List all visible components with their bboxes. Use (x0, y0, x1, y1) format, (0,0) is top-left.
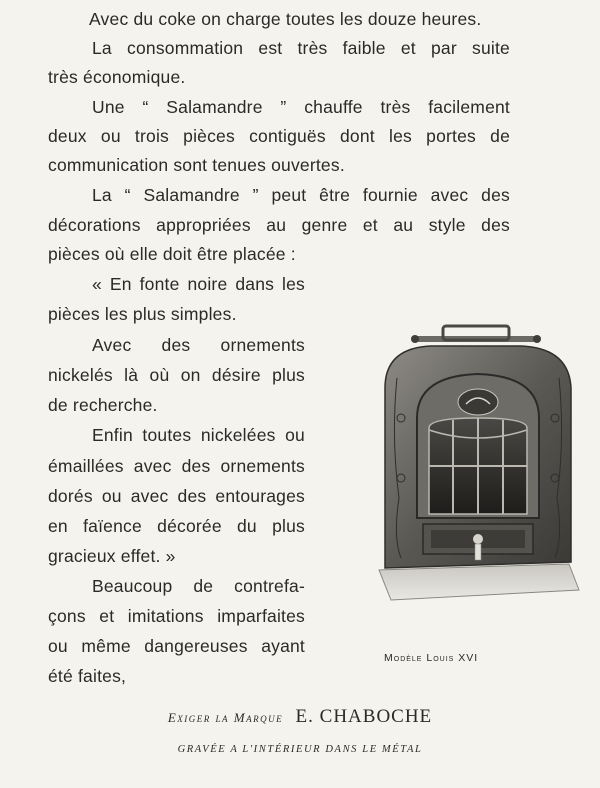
text-line: Beaucoup de contrefa- (92, 576, 305, 596)
text-line: décorations appropriées au genre et au style des (48, 215, 510, 235)
text-line: Une “ Salamandre ” chauffe très facilement (92, 97, 510, 117)
top-rail (411, 326, 541, 343)
medallion (458, 389, 498, 415)
text-line: émaillées avec des ornements (48, 456, 305, 476)
text-line: en faïence décorée du plus (48, 516, 305, 536)
text-line: çons et imitations imparfaites (48, 606, 305, 626)
stove-illustration (371, 318, 581, 610)
text-line: Avec du coke on charge toutes les douze heures. (89, 9, 482, 29)
brand-prefix: Exiger la Marque (167, 710, 284, 725)
brand-name: E. CHABOCHE (295, 706, 433, 727)
text-line: deux ou trois pièces contiguës dont les portes de (48, 126, 510, 146)
text-line: très économique. (48, 67, 186, 87)
window-panes (429, 418, 527, 514)
text-line: « En fonte noire dans les (92, 274, 305, 294)
brand-subline: GRAVÉE A L'INTÉRIEUR DANS LE MÉTAL (177, 744, 423, 755)
text-line: dorés ou avec des entourages (48, 486, 305, 506)
ash-drawer (423, 524, 533, 560)
text-line: communication sont tenues ouvertes. (48, 155, 345, 175)
text-line: Enfin toutes nickelées ou (92, 425, 305, 445)
text-line: pièces où elle doit être placée : (48, 244, 296, 264)
text-line: La consommation est très faible et par suite (92, 38, 510, 58)
figure-caption: Modèle Louis XVI (384, 652, 479, 664)
text-line: La “ Salamandre ” peut être fournie avec des (92, 185, 510, 205)
brand-line (0, 706, 600, 728)
text-line: nickelés là où on désire plus (48, 365, 305, 385)
text-line: été faites, (48, 666, 127, 686)
text-line: pièces les plus simples. (48, 304, 237, 324)
text-line: gracieux effet. » (48, 546, 176, 566)
text-line: ou même dangereuses ayant (48, 636, 305, 656)
text-line: Avec des ornements (92, 335, 305, 355)
text-line: de recherche. (48, 395, 158, 415)
floor-plate (379, 564, 579, 600)
